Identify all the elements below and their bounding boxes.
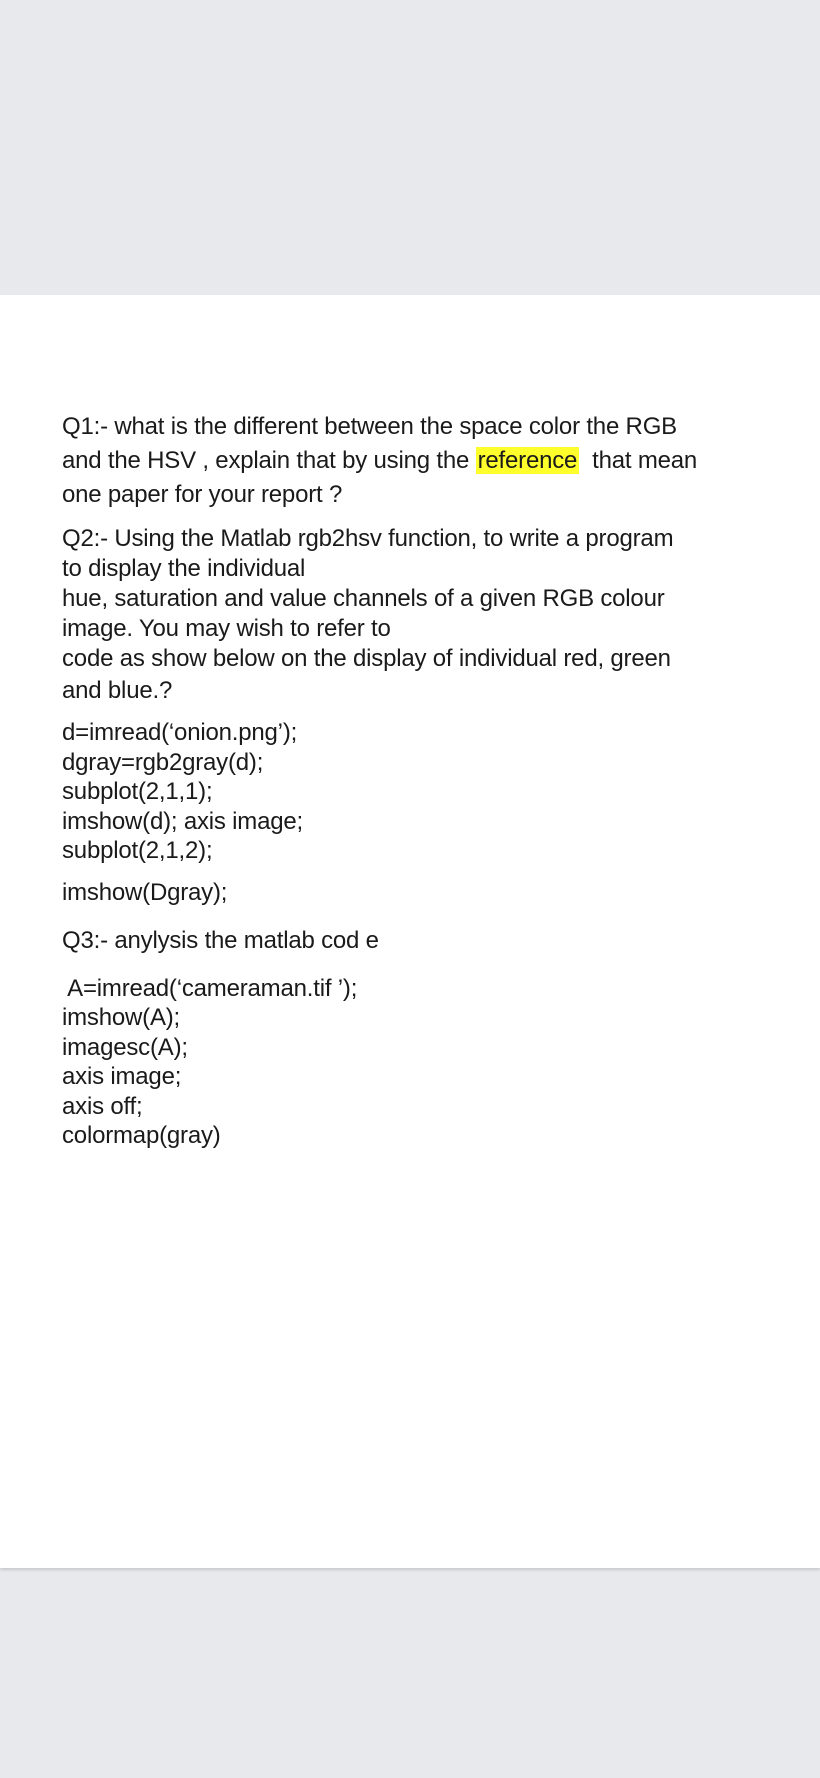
code1-line-5: subplot(2,1,2); (62, 837, 213, 864)
q1-line-1: Q1:- what is the different between the space color the RGB (62, 413, 677, 440)
code2-line-6: colormap(gray) (62, 1122, 221, 1149)
q1-line-2 (62, 444, 774, 478)
code2-line-5: axis off; (62, 1092, 143, 1120)
q2-line-5: code as show below on the display of individual red, green (62, 645, 671, 672)
code1-line-3: subplot(2,1,1); (62, 778, 213, 805)
code1-line-2: dgray=rgb2gray(d); (62, 748, 264, 776)
code2-line-4: axis image; (62, 1063, 182, 1090)
q1-line-2-before: and the HSV , explain that by using the (62, 447, 476, 474)
q2-line-1: Q2:- Using the Matlab rgb2hsv function, to write a program (62, 525, 674, 552)
q1-line-2-after: that mean (579, 447, 698, 474)
code2-line-3: imagesc(A); (62, 1033, 188, 1061)
q2-line-4: image. You may wish to refer to (62, 615, 391, 642)
q2-line-3: hue, saturation and value channels of a given RGB colour (62, 585, 665, 612)
highlighted-reference: reference (477, 447, 578, 474)
q1-line-3: one paper for your report ? (62, 481, 343, 508)
question-2 (62, 524, 774, 708)
code1-tail-line: imshow(Dgray); (62, 878, 228, 906)
question-1 (62, 410, 774, 512)
question-3 (62, 926, 774, 956)
code1-line-4: imshow(d); axis image; (62, 807, 304, 835)
code-block-2 (62, 974, 774, 1151)
code1-line-1: d=imread(‘onion.png’); (62, 719, 298, 746)
code2-line-1: A=imread(‘cameraman.tif ’); (62, 974, 358, 1002)
code-block-1-tail (62, 878, 774, 908)
q3-line: Q3:- anylysis the matlab cod e (62, 926, 379, 954)
q2-line-2: to display the individual (62, 555, 306, 582)
code-block-1 (62, 718, 774, 866)
code2-line-2: imshow(A); (62, 1004, 181, 1031)
q2-line-6: and blue.? (62, 677, 173, 704)
document-content (62, 410, 774, 1151)
